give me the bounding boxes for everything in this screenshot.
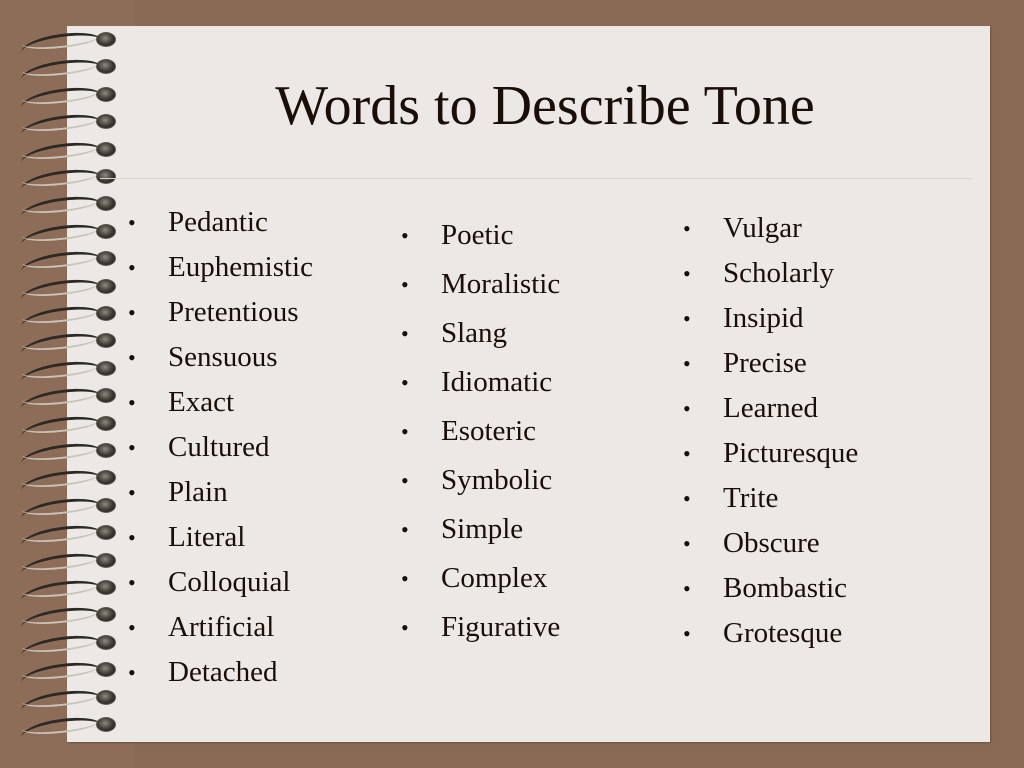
spiral-ring-icon — [20, 302, 112, 326]
list-item — [128, 380, 313, 425]
bullet-icon: • — [401, 370, 409, 395]
spiral-ring-icon — [20, 658, 112, 682]
bullet-icon: • — [128, 345, 136, 370]
spiral-ring-icon — [20, 357, 112, 381]
bullet-icon: • — [128, 435, 136, 460]
spiral-ring-icon — [20, 192, 112, 216]
bullet-icon: • — [128, 660, 136, 685]
spiral-ring-icon — [20, 220, 112, 244]
spiral-ring-icon — [20, 713, 112, 737]
spiral-ring-icon — [20, 412, 112, 436]
list-item-text: Sensuous — [168, 341, 278, 373]
bullet-icon: • — [401, 615, 409, 640]
list-item-text: Complex — [441, 562, 548, 594]
spiral-ring-icon — [20, 275, 112, 299]
list-item — [683, 431, 858, 476]
list-item — [683, 611, 858, 656]
list-item-text: Obscure — [723, 527, 820, 559]
bullet-icon: • — [401, 321, 409, 346]
bullet-icon: • — [683, 396, 691, 421]
list-item — [401, 309, 560, 358]
list-item — [128, 425, 313, 470]
list-item — [128, 560, 313, 605]
word-list-column-1 — [128, 200, 313, 695]
list-item-text: Literal — [168, 521, 246, 553]
bullet-icon: • — [128, 570, 136, 595]
list-item — [401, 358, 560, 407]
list-item-text: Idiomatic — [441, 366, 553, 398]
list-item — [128, 470, 313, 515]
bullet-icon: • — [683, 621, 691, 646]
bullet-icon: • — [128, 300, 136, 325]
bullet-icon: • — [128, 615, 136, 640]
bullet-icon: • — [128, 255, 136, 280]
spiral-ring-icon — [20, 576, 112, 600]
list-item — [128, 335, 313, 380]
spiral-ring-icon — [20, 439, 112, 463]
spiral-ring-icon — [20, 466, 112, 490]
list-item-text: Slang — [441, 317, 508, 349]
bullet-icon: • — [683, 351, 691, 376]
bullet-icon: • — [401, 419, 409, 444]
word-list-column-3 — [683, 206, 858, 656]
list-item-text: Pretentious — [168, 296, 299, 328]
list-item — [401, 456, 560, 505]
list-item-text: Precise — [723, 347, 807, 379]
bullet-icon: • — [683, 441, 691, 466]
list-item-text: Symbolic — [441, 464, 553, 496]
list-item-text: Scholarly — [723, 257, 835, 289]
spiral-ring-icon — [20, 28, 112, 52]
spiral-ring-icon — [20, 138, 112, 162]
list-item — [683, 341, 858, 386]
bullet-icon: • — [401, 566, 409, 591]
list-item-text: Figurative — [441, 611, 561, 643]
spiral-ring-icon — [20, 686, 112, 710]
spiral-ring-icon — [20, 603, 112, 627]
bullet-icon: • — [683, 216, 691, 241]
list-item-text: Plain — [168, 476, 228, 508]
list-item-text: Simple — [441, 513, 524, 545]
bullet-icon: • — [683, 486, 691, 511]
list-item — [128, 650, 313, 695]
title-divider — [100, 178, 972, 179]
list-item — [401, 554, 560, 603]
list-item — [683, 566, 858, 611]
list-item — [401, 505, 560, 554]
list-item-text: Moralistic — [441, 268, 561, 300]
bullet-icon: • — [401, 468, 409, 493]
spiral-ring-icon — [20, 521, 112, 545]
spiral-ring-icon — [20, 329, 112, 353]
list-item-text: Bombastic — [723, 572, 848, 604]
list-item-text: Cultured — [168, 431, 270, 463]
list-item — [128, 515, 313, 560]
list-item-text: Detached — [168, 656, 278, 688]
list-item-text: Picturesque — [723, 437, 859, 469]
bullet-icon: • — [401, 223, 409, 248]
list-item — [401, 603, 560, 652]
list-item-text: Vulgar — [723, 212, 802, 244]
bullet-icon: • — [683, 306, 691, 331]
list-item — [128, 605, 313, 650]
bullet-icon: • — [401, 517, 409, 542]
list-item — [683, 296, 858, 341]
list-item-text: Euphemistic — [168, 251, 313, 283]
list-item — [683, 251, 858, 296]
word-list-column-2 — [401, 211, 560, 652]
list-item — [683, 206, 858, 251]
list-item-text: Pedantic — [168, 206, 268, 238]
list-item — [401, 211, 560, 260]
spiral-ring-icon — [20, 494, 112, 518]
list-item — [683, 521, 858, 566]
bullet-icon: • — [128, 210, 136, 235]
bullet-icon: • — [683, 261, 691, 286]
spiral-ring-icon — [20, 384, 112, 408]
list-item-text: Artificial — [168, 611, 275, 643]
list-item-text: Esoteric — [441, 415, 537, 447]
list-item-text: Exact — [168, 386, 235, 418]
spiral-ring-icon — [20, 631, 112, 655]
spiral-ring-icon — [20, 55, 112, 79]
list-item — [128, 200, 313, 245]
list-item — [683, 476, 858, 521]
list-item-text: Colloquial — [168, 566, 291, 598]
spiral-ring-icon — [20, 549, 112, 573]
list-item — [683, 386, 858, 431]
list-item-text: Poetic — [441, 219, 514, 251]
list-item — [128, 290, 313, 335]
list-item-text: Learned — [723, 392, 818, 424]
bullet-icon: • — [401, 272, 409, 297]
slide-title: Words to Describe Tone — [275, 75, 815, 137]
bullet-icon: • — [128, 480, 136, 505]
bullet-icon: • — [683, 531, 691, 556]
list-item-text: Insipid — [723, 302, 804, 334]
bullet-icon: • — [128, 390, 136, 415]
list-item — [401, 260, 560, 309]
list-item-text: Trite — [723, 482, 779, 514]
bullet-icon: • — [128, 525, 136, 550]
spiral-ring-icon — [20, 247, 112, 271]
spiral-ring-icon — [20, 165, 112, 189]
list-item-text: Grotesque — [723, 617, 843, 649]
list-item — [401, 407, 560, 456]
list-item — [128, 245, 313, 290]
bullet-icon: • — [683, 576, 691, 601]
